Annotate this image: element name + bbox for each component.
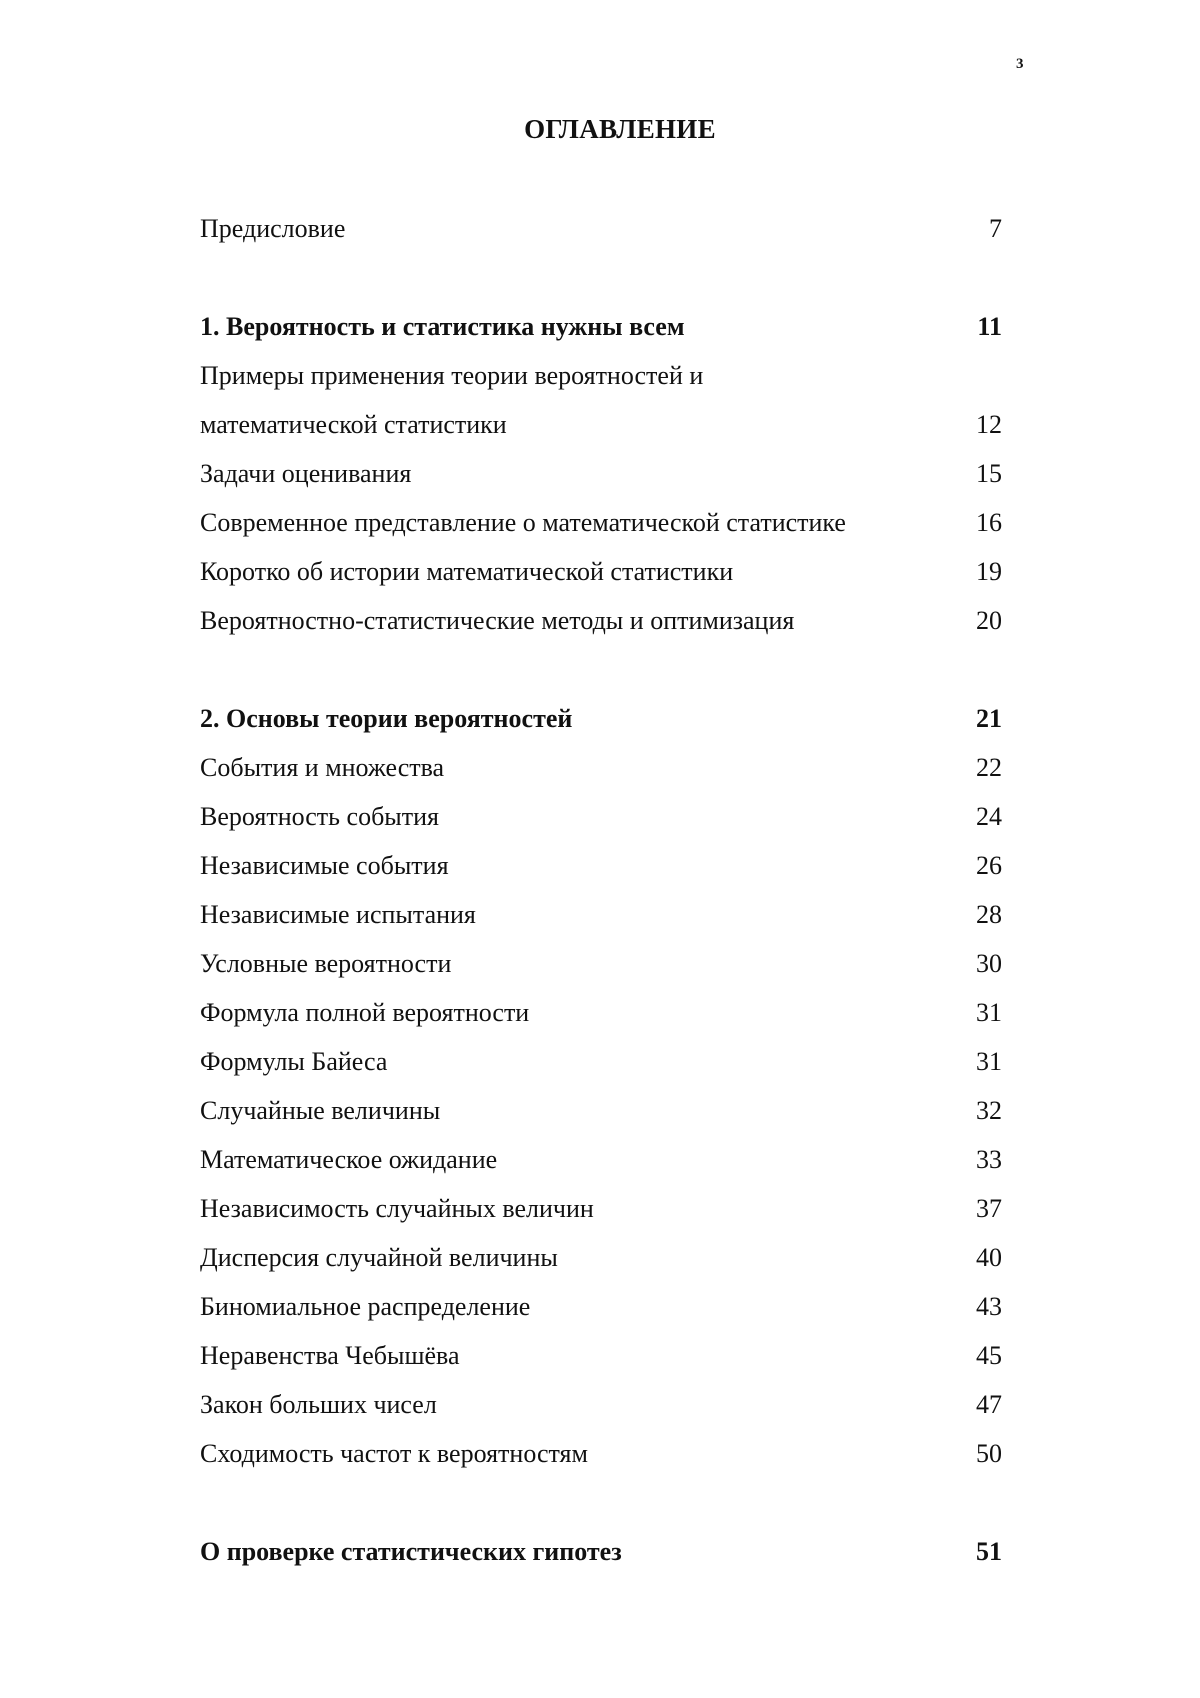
toc-entry-title: Математическое ожидание — [200, 1145, 498, 1174]
toc-entry[interactable] — [200, 841, 1002, 890]
toc-entry-page: 31 — [976, 998, 1002, 1027]
toc-entry-title: математической статистики — [200, 410, 507, 439]
toc-entry[interactable] — [200, 743, 1002, 792]
toc-entry-title: Коротко об истории математической статистики — [200, 557, 734, 586]
toc-entry-page: 45 — [976, 1341, 1002, 1370]
toc-entry[interactable] — [200, 890, 1002, 939]
toc-entry-page: 32 — [976, 1096, 1002, 1125]
toc-entry[interactable] — [200, 1184, 1002, 1233]
toc-chapter-page: 21 — [976, 704, 1002, 733]
toc-entry-title: Вероятность события — [200, 802, 440, 831]
toc-entry-title: Сходимость частот к вероятностям — [200, 1439, 588, 1468]
toc-entry-page: 7 — [989, 214, 1002, 243]
toc-entry[interactable] — [200, 400, 1002, 449]
toc-entry-title: Случайные величины — [200, 1096, 441, 1125]
toc-chapter-page: 11 — [977, 312, 1002, 341]
toc-entry-title: Вероятностно-статистические методы и оптимизация — [200, 606, 795, 635]
toc-entry-title: События и множества — [200, 753, 445, 782]
toc-entry[interactable] — [200, 1086, 1002, 1135]
toc-entry-page: 12 — [976, 410, 1002, 439]
toc-entry-page: 26 — [976, 851, 1002, 880]
toc-chapter-title: О проверке статистических гипотез — [200, 1537, 622, 1566]
toc-chapter-2[interactable] — [200, 694, 1002, 743]
toc-entry-title: Независимые испытания — [200, 900, 476, 929]
toc-entry-title: Формулы Байеса — [200, 1047, 388, 1076]
toc-entry-title: Предисловие — [200, 214, 346, 243]
toc-chapter-title: 2. Основы теории вероятностей — [200, 704, 573, 733]
toc-entry[interactable] — [200, 988, 1002, 1037]
toc-entry[interactable] — [200, 547, 1002, 596]
toc-entry-page: 50 — [976, 1439, 1002, 1468]
toc-entry-page: 40 — [976, 1243, 1002, 1272]
toc-entry-title: Условные вероятности — [200, 949, 452, 978]
toc-entry-title: Задачи оценивания — [200, 459, 412, 488]
toc-entry-title: Закон больших чисел — [200, 1390, 437, 1419]
toc-entry[interactable] — [200, 1282, 1002, 1331]
toc-entry[interactable] — [200, 449, 1002, 498]
toc-entry-title: Дисперсия случайной величины — [200, 1243, 558, 1272]
toc-entry-page: 28 — [976, 900, 1002, 929]
page-title: ОГЛАВЛЕНИЕ — [524, 114, 716, 144]
toc-entry[interactable] — [200, 1380, 1002, 1429]
toc-entry-page: 16 — [976, 508, 1002, 537]
toc-entry-page: 31 — [976, 1047, 1002, 1076]
toc-entry-preface[interactable] — [200, 204, 1002, 253]
toc-entry-title: Формула полной вероятности — [200, 998, 530, 1027]
toc-chapter-page: 51 — [976, 1537, 1002, 1566]
toc-entry[interactable] — [200, 1233, 1002, 1282]
toc-entry[interactable] — [200, 939, 1002, 988]
toc-entry-page: 30 — [976, 949, 1002, 978]
toc-chapter-title: 1. Вероятность и статистика нужны всем — [200, 312, 685, 341]
toc-entry-title: Независимость случайных величин — [200, 1194, 594, 1223]
toc-entry-page: 24 — [976, 802, 1002, 831]
toc-entry[interactable] — [200, 351, 1002, 400]
toc-chapter-3[interactable] — [200, 1527, 1002, 1576]
page-number: 3 — [1016, 56, 1024, 72]
toc-entry[interactable] — [200, 498, 1002, 547]
toc-entry-title: Примеры применения теории вероятностей и — [200, 361, 704, 390]
toc-entry-page: 43 — [976, 1292, 1002, 1321]
toc-entry-title: Современное представление о математической статистике — [200, 508, 846, 537]
toc-entry-page: 47 — [976, 1390, 1002, 1419]
toc-entry[interactable] — [200, 1331, 1002, 1380]
toc-entry-page: 20 — [976, 606, 1002, 635]
toc-entry[interactable] — [200, 596, 1002, 645]
toc-entry[interactable] — [200, 1429, 1002, 1478]
toc-entry-title: Независимые события — [200, 851, 449, 880]
toc-entry-title: Биномиальное распределение — [200, 1292, 531, 1321]
toc-entry[interactable] — [200, 1037, 1002, 1086]
toc-entry-page: 15 — [976, 459, 1002, 488]
toc-chapter-1[interactable] — [200, 302, 1002, 351]
toc-entry-page: 37 — [976, 1194, 1002, 1223]
table-of-contents — [200, 204, 1002, 1576]
toc-entry-page: 22 — [976, 753, 1002, 782]
toc-entry[interactable] — [200, 1135, 1002, 1184]
toc-entry-title: Неравенства Чебышёва — [200, 1341, 460, 1370]
toc-entry[interactable] — [200, 792, 1002, 841]
toc-entry-page: 19 — [976, 557, 1002, 586]
toc-entry-page: 33 — [976, 1145, 1002, 1174]
